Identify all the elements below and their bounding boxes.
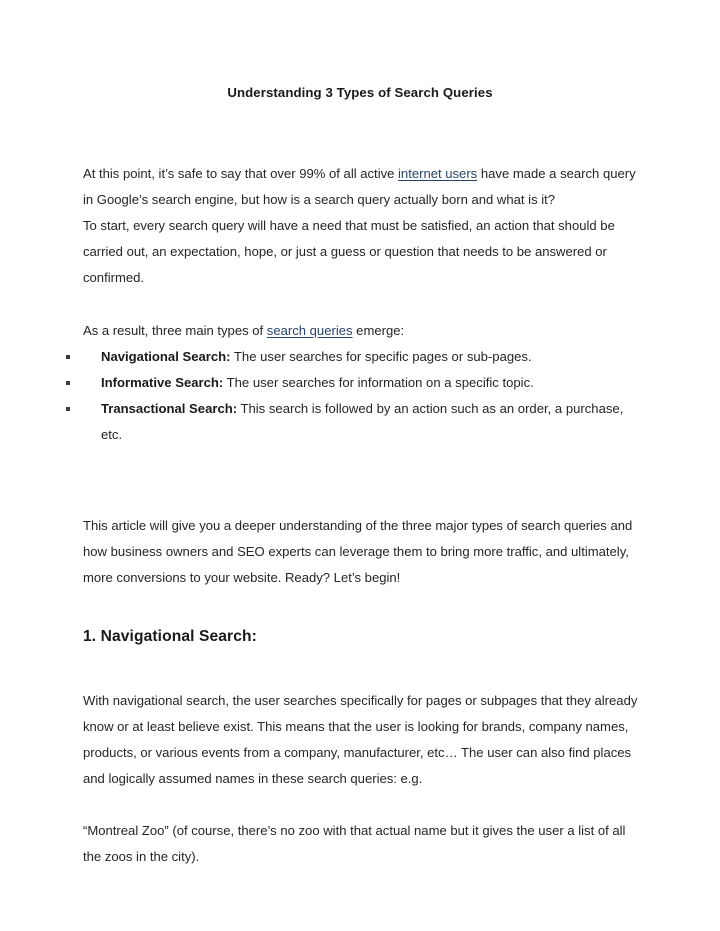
list-item-term: Informative Search: — [101, 374, 224, 390]
paragraph-as-a-result — [83, 318, 639, 344]
list-item — [83, 396, 639, 448]
navigational-example-text: “Montreal Zoo” (of course, there’s no zoo with that actual name but it gives the user a list of all the zoos in the city). — [83, 822, 626, 865]
paragraph-navigational-body — [83, 688, 639, 792]
result-text-after-link: emerge: — [352, 322, 405, 338]
list-item-description: The user searches for information on a specific topic. — [223, 374, 534, 390]
spacer — [83, 792, 639, 818]
section-heading-navigational-search: 1. Navigational Search: — [83, 627, 257, 645]
list-item-description: This search is followed by an action such as an order, a purchase, etc. — [101, 400, 624, 442]
list-item — [83, 344, 639, 370]
list-item-term: Navigational Search: — [101, 348, 231, 364]
article-overview-text: This article will give you a deeper understanding of the three major types of search queries and how business owners and SEO experts can leverage them to bring more traffic, and ultimately, more conversions to your website. Ready? Let’s begin! — [83, 518, 633, 586]
spacer — [83, 650, 639, 688]
list-item-description: The user searches for specific pages or sub-pages. — [230, 348, 532, 364]
search-types-list — [83, 344, 639, 448]
result-text-before-link: As a result, three main types of — [83, 322, 267, 338]
paragraph-article-overview — [83, 513, 639, 591]
document-body — [83, 161, 639, 870]
spacer — [83, 291, 639, 317]
paragraph-intro — [83, 161, 639, 213]
list-item-term: Transactional Search: — [101, 400, 238, 416]
link-search-queries[interactable]: search queries — [266, 322, 353, 338]
spacer — [83, 592, 639, 624]
spacer — [83, 448, 639, 500]
spacer — [83, 500, 639, 513]
square-bullet-icon — [66, 355, 70, 359]
intro-text-after-link: have made a search query in Google’s search engine, but how is a search query actually born and what is it? — [83, 166, 636, 208]
document-title: Understanding 3 Types of Search Queries — [227, 85, 493, 100]
link-internet-users[interactable]: internet users — [398, 166, 478, 181]
list-item — [83, 370, 639, 396]
square-bullet-icon — [66, 407, 70, 411]
paragraph-navigational-example — [83, 818, 639, 870]
paragraph-to-start — [83, 213, 639, 291]
square-bullet-icon — [66, 381, 70, 385]
navigational-body-text: With navigational search, the user searches specifically for pages or subpages that they already know or at least believe exist. This means that the user is looking for brands, company names, products, or various events from a company, manufacturer, etc… The user can also find places and logically assumed names in these search queries: e.g. — [83, 692, 638, 786]
to-start-text: To start, every search query will have a need that must be satisfied, an action that should be carried out, an expectation, hope, or just a guess or question that needs to be answered or confirmed. — [83, 218, 615, 286]
intro-text-before-link: At this point, it’s safe to say that over 99% of all active — [83, 166, 399, 181]
